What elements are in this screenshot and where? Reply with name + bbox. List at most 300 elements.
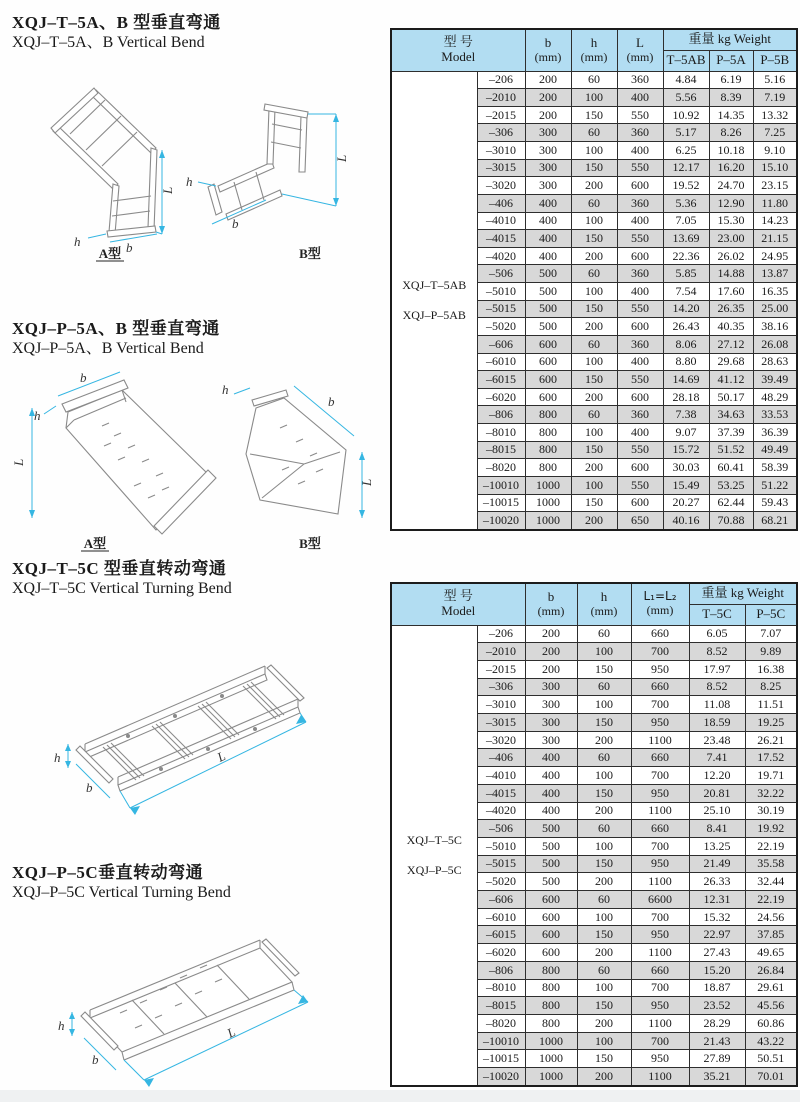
value-cell: 9.07 bbox=[663, 424, 709, 442]
caption-type-b: B型 bbox=[299, 246, 321, 261]
model-suffix-cell: –6020 bbox=[477, 388, 525, 406]
value-cell: 10.92 bbox=[663, 106, 709, 124]
value-cell: 16.20 bbox=[709, 159, 753, 177]
value-cell: 22.36 bbox=[663, 247, 709, 265]
model-suffix-cell: –10010 bbox=[477, 1032, 525, 1050]
model-suffix-cell: –10015 bbox=[477, 1050, 525, 1068]
col-header-t5ab: T–5AB bbox=[663, 50, 709, 71]
value-cell: 16.35 bbox=[753, 283, 797, 301]
value-cell: 200 bbox=[577, 1068, 631, 1086]
value-cell: 550 bbox=[617, 230, 663, 248]
value-cell: 200 bbox=[525, 89, 571, 107]
col-header-h bbox=[577, 583, 631, 625]
value-cell: 36.39 bbox=[753, 424, 797, 442]
caption-type-a: A型 bbox=[83, 536, 107, 551]
value-cell: 23.15 bbox=[753, 177, 797, 195]
value-cell: 15.72 bbox=[663, 441, 709, 459]
value-cell: 13.87 bbox=[753, 265, 797, 283]
value-cell: 43.22 bbox=[745, 1032, 797, 1050]
value-cell: 19.52 bbox=[663, 177, 709, 195]
value-cell: 150 bbox=[577, 1050, 631, 1068]
col-letter: b bbox=[547, 588, 555, 604]
col-unit: (mm) bbox=[646, 603, 674, 618]
col-unit: (mm) bbox=[534, 49, 562, 64]
value-cell: 800 bbox=[525, 406, 571, 424]
model-suffix-cell: –506 bbox=[477, 820, 525, 838]
model-suffix-cell: –806 bbox=[477, 406, 525, 424]
col-letter: h bbox=[590, 34, 598, 50]
value-cell: 200 bbox=[525, 660, 577, 678]
value-cell: 300 bbox=[525, 731, 577, 749]
value-cell: 62.44 bbox=[709, 494, 753, 512]
value-cell: 68.21 bbox=[753, 512, 797, 530]
col-header-b bbox=[525, 583, 577, 625]
dim-label-b: b bbox=[80, 370, 87, 385]
value-cell: 35.58 bbox=[745, 855, 797, 873]
value-cell: 19.92 bbox=[745, 820, 797, 838]
value-cell: 5.85 bbox=[663, 265, 709, 283]
value-cell: 7.54 bbox=[663, 283, 709, 301]
value-cell: 150 bbox=[571, 230, 617, 248]
model-suffix-cell: –806 bbox=[477, 961, 525, 979]
value-cell: 300 bbox=[525, 124, 571, 142]
value-cell: 6.25 bbox=[663, 142, 709, 160]
col-unit: (mm) bbox=[626, 49, 654, 64]
value-cell: 100 bbox=[577, 767, 631, 785]
value-cell: 150 bbox=[577, 660, 631, 678]
value-cell: 22.97 bbox=[689, 926, 745, 944]
value-cell: 35.21 bbox=[689, 1068, 745, 1086]
value-cell: 360 bbox=[617, 265, 663, 283]
dim-label-l: L bbox=[160, 186, 175, 194]
value-cell: 200 bbox=[525, 625, 577, 643]
value-cell: 800 bbox=[525, 979, 577, 997]
value-cell: 60 bbox=[571, 194, 617, 212]
title-en: XQJ–T–5C Vertical Turning Bend bbox=[12, 580, 232, 598]
value-cell: 5.16 bbox=[753, 71, 797, 89]
value-cell: 200 bbox=[577, 873, 631, 891]
value-cell: 550 bbox=[617, 371, 663, 389]
value-cell: 28.18 bbox=[663, 388, 709, 406]
col-header-l1l2 bbox=[631, 583, 689, 625]
model-suffix-cell: –3010 bbox=[477, 696, 525, 714]
model-suffix-cell: –8015 bbox=[477, 997, 525, 1015]
value-cell: 24.70 bbox=[709, 177, 753, 195]
value-cell: 150 bbox=[571, 494, 617, 512]
value-cell: 400 bbox=[525, 784, 577, 802]
value-cell: 600 bbox=[617, 459, 663, 477]
value-cell: 25.10 bbox=[689, 802, 745, 820]
col-unit: (mm) bbox=[580, 49, 608, 64]
value-cell: 1100 bbox=[631, 1014, 689, 1032]
dim-label-l: L bbox=[359, 478, 374, 486]
value-cell: 150 bbox=[571, 371, 617, 389]
value-cell: 26.02 bbox=[709, 247, 753, 265]
value-cell: 100 bbox=[571, 476, 617, 494]
value-cell: 600 bbox=[617, 177, 663, 195]
value-cell: 60 bbox=[571, 71, 617, 89]
value-cell: 300 bbox=[525, 177, 571, 195]
caption-type-b: B型 bbox=[299, 536, 321, 551]
value-cell: 400 bbox=[525, 194, 571, 212]
model-suffix-cell: –6015 bbox=[477, 371, 525, 389]
value-cell: 400 bbox=[525, 802, 577, 820]
value-cell: 5.17 bbox=[663, 124, 709, 142]
value-cell: 600 bbox=[525, 353, 571, 371]
value-cell: 15.30 bbox=[709, 212, 753, 230]
col-letter: L bbox=[636, 34, 644, 50]
value-cell: 23.48 bbox=[689, 731, 745, 749]
title-zh: XQJ–P–5A、B 型垂直弯通 bbox=[12, 319, 220, 338]
value-cell: 5.36 bbox=[663, 194, 709, 212]
value-cell: 660 bbox=[631, 749, 689, 767]
col-letter: h bbox=[600, 588, 608, 604]
value-cell: 1000 bbox=[525, 1068, 577, 1086]
model-suffix-cell: –6015 bbox=[477, 926, 525, 944]
value-cell: 1100 bbox=[631, 1068, 689, 1086]
value-cell: 100 bbox=[571, 142, 617, 160]
model-suffix-cell: –5015 bbox=[477, 300, 525, 318]
value-cell: 500 bbox=[525, 820, 577, 838]
spec-table-5ab bbox=[390, 28, 798, 531]
model-suffix-cell: –8020 bbox=[477, 1014, 525, 1032]
model-suffix-cell: –8015 bbox=[477, 441, 525, 459]
value-cell: 500 bbox=[525, 837, 577, 855]
col-header-model bbox=[391, 583, 525, 625]
value-cell: 60 bbox=[577, 625, 631, 643]
value-cell: 1000 bbox=[525, 1032, 577, 1050]
model-suffix-cell: –5020 bbox=[477, 873, 525, 891]
table1-body bbox=[391, 71, 797, 530]
model-suffix-cell: –10010 bbox=[477, 476, 525, 494]
value-cell: 360 bbox=[617, 335, 663, 353]
value-cell: 60 bbox=[577, 678, 631, 696]
model-suffix-cell: –10020 bbox=[477, 1068, 525, 1086]
table-row bbox=[391, 71, 797, 89]
model-prefix-cell bbox=[391, 625, 477, 1086]
value-cell: 11.51 bbox=[745, 696, 797, 714]
value-cell: 30.03 bbox=[663, 459, 709, 477]
value-cell: 950 bbox=[631, 855, 689, 873]
value-cell: 150 bbox=[571, 300, 617, 318]
value-cell: 660 bbox=[631, 961, 689, 979]
value-cell: 150 bbox=[571, 106, 617, 124]
value-cell: 200 bbox=[525, 71, 571, 89]
value-cell: 16.38 bbox=[745, 660, 797, 678]
model-suffix-cell: –3015 bbox=[477, 159, 525, 177]
section-title-t5ab bbox=[12, 12, 221, 53]
value-cell: 200 bbox=[577, 731, 631, 749]
value-cell: 950 bbox=[631, 660, 689, 678]
value-cell: 15.20 bbox=[689, 961, 745, 979]
value-cell: 34.63 bbox=[709, 406, 753, 424]
value-cell: 60 bbox=[577, 961, 631, 979]
value-cell: 28.29 bbox=[689, 1014, 745, 1032]
value-cell: 200 bbox=[525, 106, 571, 124]
value-cell: 33.53 bbox=[753, 406, 797, 424]
spec-table-5c bbox=[390, 582, 798, 1087]
value-cell: 100 bbox=[571, 283, 617, 301]
value-cell: 100 bbox=[577, 837, 631, 855]
value-cell: 7.38 bbox=[663, 406, 709, 424]
model-suffix-cell: –4015 bbox=[477, 784, 525, 802]
col-letter: L₁=L₂ bbox=[643, 589, 677, 604]
value-cell: 1000 bbox=[525, 1050, 577, 1068]
value-cell: 550 bbox=[617, 441, 663, 459]
value-cell: 400 bbox=[525, 749, 577, 767]
value-cell: 24.56 bbox=[745, 908, 797, 926]
value-cell: 100 bbox=[577, 1032, 631, 1050]
model-suffix-cell: –4010 bbox=[477, 212, 525, 230]
value-cell: 150 bbox=[577, 926, 631, 944]
value-cell: 21.43 bbox=[689, 1032, 745, 1050]
value-cell: 550 bbox=[617, 476, 663, 494]
value-cell: 40.35 bbox=[709, 318, 753, 336]
value-cell: 8.25 bbox=[745, 678, 797, 696]
value-cell: 300 bbox=[525, 142, 571, 160]
value-cell: 200 bbox=[525, 643, 577, 661]
value-cell: 150 bbox=[571, 441, 617, 459]
value-cell: 400 bbox=[525, 230, 571, 248]
model-suffix-cell: –406 bbox=[477, 194, 525, 212]
value-cell: 19.71 bbox=[745, 767, 797, 785]
value-cell: 400 bbox=[525, 767, 577, 785]
dim-label-b: b bbox=[92, 1052, 99, 1067]
dim-label-l: L bbox=[11, 458, 26, 466]
value-cell: 6.19 bbox=[709, 71, 753, 89]
model-suffix-cell: –5015 bbox=[477, 855, 525, 873]
value-cell: 23.52 bbox=[689, 997, 745, 1015]
value-cell: 600 bbox=[525, 908, 577, 926]
value-cell: 32.22 bbox=[745, 784, 797, 802]
value-cell: 500 bbox=[525, 300, 571, 318]
value-cell: 13.25 bbox=[689, 837, 745, 855]
model-suffix-cell: –4020 bbox=[477, 247, 525, 265]
value-cell: 600 bbox=[525, 335, 571, 353]
value-cell: 10.18 bbox=[709, 142, 753, 160]
value-cell: 100 bbox=[571, 424, 617, 442]
value-cell: 60 bbox=[571, 265, 617, 283]
value-cell: 6.05 bbox=[689, 625, 745, 643]
model-suffix-cell: –10015 bbox=[477, 494, 525, 512]
value-cell: 12.17 bbox=[663, 159, 709, 177]
value-cell: 17.60 bbox=[709, 283, 753, 301]
value-cell: 14.23 bbox=[753, 212, 797, 230]
value-cell: 300 bbox=[525, 678, 577, 696]
model-suffix-cell: –8010 bbox=[477, 424, 525, 442]
value-cell: 200 bbox=[571, 512, 617, 530]
value-cell: 700 bbox=[631, 643, 689, 661]
value-cell: 9.10 bbox=[753, 142, 797, 160]
value-cell: 37.85 bbox=[745, 926, 797, 944]
value-cell: 26.08 bbox=[753, 335, 797, 353]
value-cell: 400 bbox=[617, 283, 663, 301]
value-cell: 21.15 bbox=[753, 230, 797, 248]
value-cell: 40.16 bbox=[663, 512, 709, 530]
model-suffix-cell: –2010 bbox=[477, 643, 525, 661]
value-cell: 800 bbox=[525, 441, 571, 459]
model-suffix-cell: –506 bbox=[477, 265, 525, 283]
value-cell: 26.21 bbox=[745, 731, 797, 749]
col-header-h bbox=[571, 29, 617, 71]
dim-label-h: h bbox=[54, 750, 61, 765]
value-cell: 600 bbox=[525, 371, 571, 389]
value-cell: 39.49 bbox=[753, 371, 797, 389]
dim-label-h: h bbox=[34, 408, 41, 423]
caption-type-a: A型 bbox=[98, 246, 122, 261]
value-cell: 29.61 bbox=[745, 979, 797, 997]
model-suffix-cell: –406 bbox=[477, 749, 525, 767]
model-suffix-cell: –306 bbox=[477, 124, 525, 142]
value-cell: 20.27 bbox=[663, 494, 709, 512]
value-cell: 650 bbox=[617, 512, 663, 530]
value-cell: 150 bbox=[577, 855, 631, 873]
title-en: XQJ–P–5C Vertical Turning Bend bbox=[12, 884, 231, 902]
value-cell: 100 bbox=[577, 908, 631, 926]
value-cell: 400 bbox=[617, 424, 663, 442]
value-cell: 17.52 bbox=[745, 749, 797, 767]
model-suffix-cell: –5010 bbox=[477, 283, 525, 301]
value-cell: 150 bbox=[577, 997, 631, 1015]
model-suffix-cell: –10020 bbox=[477, 512, 525, 530]
model-prefix-label: XQJ–T–5AB bbox=[402, 277, 467, 292]
value-cell: 12.20 bbox=[689, 767, 745, 785]
model-suffix-cell: –5020 bbox=[477, 318, 525, 336]
dim-label-h: h bbox=[222, 382, 229, 397]
value-cell: 700 bbox=[631, 767, 689, 785]
model-suffix-cell: –2010 bbox=[477, 89, 525, 107]
dim-label-h: h bbox=[186, 174, 193, 189]
value-cell: 60 bbox=[577, 891, 631, 909]
value-cell: 1100 bbox=[631, 731, 689, 749]
value-cell: 60 bbox=[577, 820, 631, 838]
value-cell: 30.19 bbox=[745, 802, 797, 820]
value-cell: 800 bbox=[525, 424, 571, 442]
col-header-t5c: T–5C bbox=[689, 604, 745, 625]
model-suffix-cell: –4020 bbox=[477, 802, 525, 820]
drawing-tray-vertical-bend bbox=[10, 368, 382, 554]
value-cell: 150 bbox=[577, 784, 631, 802]
col-header-p5b: P–5B bbox=[753, 50, 797, 71]
model-suffix-cell: –206 bbox=[477, 625, 525, 643]
value-cell: 200 bbox=[577, 802, 631, 820]
col-header-p5a: P–5A bbox=[709, 50, 753, 71]
value-cell: 26.33 bbox=[689, 873, 745, 891]
value-cell: 200 bbox=[571, 388, 617, 406]
value-cell: 600 bbox=[617, 494, 663, 512]
value-cell: 41.12 bbox=[709, 371, 753, 389]
value-cell: 15.49 bbox=[663, 476, 709, 494]
value-cell: 27.89 bbox=[689, 1050, 745, 1068]
value-cell: 950 bbox=[631, 926, 689, 944]
value-cell: 200 bbox=[571, 247, 617, 265]
value-cell: 500 bbox=[525, 873, 577, 891]
value-cell: 200 bbox=[577, 944, 631, 962]
col-header-model-zh: 型 号 bbox=[443, 34, 473, 50]
value-cell: 950 bbox=[631, 714, 689, 732]
value-cell: 32.44 bbox=[745, 873, 797, 891]
value-cell: 660 bbox=[631, 625, 689, 643]
value-cell: 400 bbox=[525, 247, 571, 265]
model-suffix-cell: –6010 bbox=[477, 908, 525, 926]
value-cell: 600 bbox=[525, 891, 577, 909]
dim-label-h: h bbox=[74, 234, 81, 249]
model-suffix-cell: –2015 bbox=[477, 106, 525, 124]
value-cell: 60.86 bbox=[745, 1014, 797, 1032]
value-cell: 1000 bbox=[525, 512, 571, 530]
dim-label-l: L bbox=[334, 154, 349, 162]
value-cell: 13.32 bbox=[753, 106, 797, 124]
model-suffix-cell: –3020 bbox=[477, 177, 525, 195]
value-cell: 12.90 bbox=[709, 194, 753, 212]
value-cell: 400 bbox=[617, 353, 663, 371]
value-cell: 14.20 bbox=[663, 300, 709, 318]
section-title-t5c bbox=[12, 558, 232, 599]
model-suffix-cell: –3020 bbox=[477, 731, 525, 749]
section-title-p5c bbox=[12, 862, 231, 903]
value-cell: 49.65 bbox=[745, 944, 797, 962]
value-cell: 11.08 bbox=[689, 696, 745, 714]
value-cell: 70.88 bbox=[709, 512, 753, 530]
value-cell: 22.19 bbox=[745, 837, 797, 855]
value-cell: 800 bbox=[525, 459, 571, 477]
value-cell: 7.07 bbox=[745, 625, 797, 643]
col-unit: (mm) bbox=[537, 603, 565, 618]
value-cell: 200 bbox=[571, 318, 617, 336]
value-cell: 500 bbox=[525, 318, 571, 336]
value-cell: 23.00 bbox=[709, 230, 753, 248]
title-zh: XQJ–T–5C 型垂直转动弯通 bbox=[12, 559, 227, 578]
value-cell: 22.19 bbox=[745, 891, 797, 909]
value-cell: 550 bbox=[617, 106, 663, 124]
value-cell: 26.43 bbox=[663, 318, 709, 336]
value-cell: 500 bbox=[525, 855, 577, 873]
value-cell: 13.69 bbox=[663, 230, 709, 248]
model-suffix-cell: –6020 bbox=[477, 944, 525, 962]
drawing-tray-turning-bend bbox=[10, 918, 382, 1098]
value-cell: 17.97 bbox=[689, 660, 745, 678]
dim-label-h: h bbox=[58, 1018, 65, 1033]
value-cell: 50.17 bbox=[709, 388, 753, 406]
drawing-ladder-turning-bend bbox=[10, 612, 382, 860]
value-cell: 20.81 bbox=[689, 784, 745, 802]
value-cell: 150 bbox=[577, 714, 631, 732]
value-cell: 8.52 bbox=[689, 643, 745, 661]
value-cell: 8.26 bbox=[709, 124, 753, 142]
value-cell: 400 bbox=[617, 142, 663, 160]
col-letter: b bbox=[544, 34, 552, 50]
dim-label-l: L bbox=[224, 1024, 238, 1041]
value-cell: 49.49 bbox=[753, 441, 797, 459]
value-cell: 8.41 bbox=[689, 820, 745, 838]
value-cell: 15.32 bbox=[689, 908, 745, 926]
value-cell: 8.39 bbox=[709, 89, 753, 107]
value-cell: 14.35 bbox=[709, 106, 753, 124]
model-suffix-cell: –5010 bbox=[477, 837, 525, 855]
value-cell: 70.01 bbox=[745, 1068, 797, 1086]
model-suffix-cell: –606 bbox=[477, 891, 525, 909]
value-cell: 300 bbox=[525, 159, 571, 177]
value-cell: 11.80 bbox=[753, 194, 797, 212]
value-cell: 9.89 bbox=[745, 643, 797, 661]
dim-label-b: b bbox=[328, 394, 335, 409]
value-cell: 600 bbox=[525, 926, 577, 944]
value-cell: 45.56 bbox=[745, 997, 797, 1015]
value-cell: 18.59 bbox=[689, 714, 745, 732]
value-cell: 7.25 bbox=[753, 124, 797, 142]
col-header-model bbox=[391, 29, 525, 71]
table-5ab-container bbox=[390, 28, 796, 531]
